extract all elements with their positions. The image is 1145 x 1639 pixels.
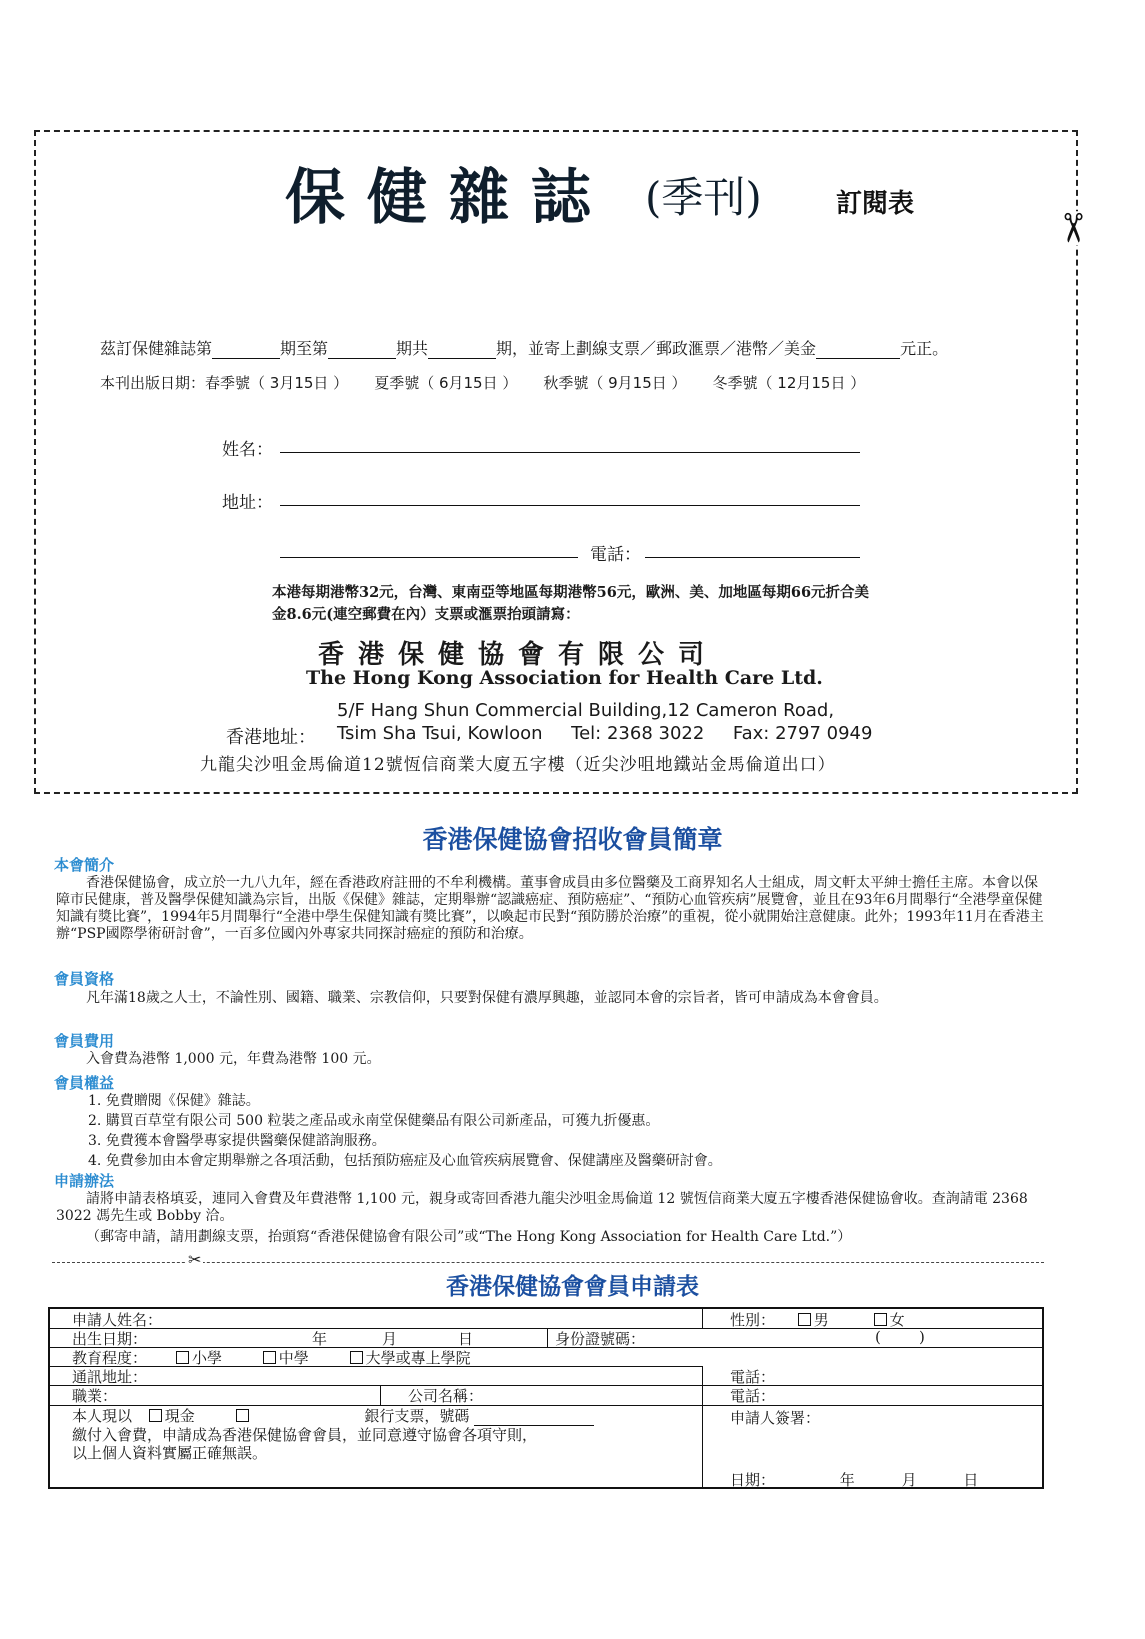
date-day: 日	[963, 1471, 979, 1489]
address-en-line1: 5/F Hang Shun Commercial Building,12 Cameron Road,	[337, 700, 835, 721]
row-divider	[50, 1385, 1042, 1386]
fee-heading: 會員費用	[54, 1032, 115, 1050]
order-text-3: 期共	[396, 339, 429, 358]
dob-day: 日	[458, 1330, 474, 1348]
dates-label: 本刊出版日期：	[100, 374, 206, 392]
cash-label: 現金	[164, 1407, 195, 1425]
name-label: 姓名：	[222, 440, 273, 460]
dob-month: 月	[382, 1330, 398, 1348]
autumn-date: 秋季號（ 9月15日 ）	[543, 374, 687, 392]
qualify-text: 凡年滿18歲之人士，不論性別、國籍、職業、宗教信仰，只要對保健有濃厚興趣，並認同本會的宗旨者，皆可申請成為本會會員。	[86, 990, 888, 1006]
order-text-5: 元正。	[900, 339, 949, 358]
male-checkbox[interactable]	[798, 1313, 811, 1326]
list-item: 2. 購買百草堂有限公司 500 粒裝之產品或永南堂保健藥品有限公司新產品，可獲九折優惠。	[88, 1113, 660, 1129]
dob-label: 出生日期：	[72, 1330, 148, 1348]
summer-date: 夏季號（ 6月15日 ）	[374, 374, 518, 392]
winter-date: 冬季號（ 12月15日 ）	[712, 374, 866, 392]
payment-line	[72, 1405, 594, 1426]
list-item: 1. 免費贈閱《保健》雜誌。	[88, 1093, 260, 1109]
education-options	[170, 1347, 471, 1368]
end-issue-field[interactable]	[328, 342, 396, 359]
intro-text: 香港保健協會，成立於一九八九年，經在香港政府註冊的不牟利機構。董事會成員由多位醫藥及工商界知名人士組成，周文軒太平紳士擔任主席。本會以保障市民健康，普及醫學保健知識為宗旨，出版《保健》雜誌，定期舉辦“認識癌症、預防癌症”、“預防心血管疾病”展覽會，並且在93年6月間舉行“全港學童保健知識有獎比賽”，1994年5月間舉行“全港中學生保健知識有獎比賽”，以喚起市民對“預防勝於治療”的重視，從小就開始注意健康。此外；1993年11月在香港主辦“PSP國際學術研討會”，一百多位國內外專家共同探討癌症的預防和治療。	[56, 875, 1044, 942]
gender-label: 性別：	[730, 1311, 776, 1329]
male-label: 男	[813, 1311, 829, 1329]
date-year: 年	[839, 1471, 855, 1489]
declaration-line-1: 繳付入會費，申請成為香港保健協會會員，並同意遵守協會各項守則，	[72, 1426, 538, 1444]
female-label: 女	[889, 1311, 905, 1329]
spring-date: 春季號（ 3月15日 ）	[205, 374, 349, 392]
address-label: 地址：	[222, 493, 273, 513]
sign-date	[730, 1469, 978, 1490]
list-item: 3. 免費獲本會醫學專家提供醫藥保健諮詢服務。	[88, 1133, 386, 1149]
publication-dates	[100, 372, 891, 393]
applicant-name-field[interactable]	[72, 1309, 692, 1328]
secondary-label: 中學	[278, 1349, 309, 1367]
company-label: 公司名稱：	[408, 1387, 484, 1405]
primary-label: 小學	[192, 1349, 223, 1367]
address-zh: 九龍尖沙咀金馬倫道12號恆信商業大廈五字樓（近尖沙咀地鐵站金馬倫道出口）	[200, 755, 836, 775]
declaration-line-2: 以上個人資料實屬正確無誤。	[72, 1444, 268, 1462]
tel-field[interactable]	[645, 557, 860, 558]
date-month: 月	[901, 1471, 917, 1489]
primary-checkbox[interactable]	[176, 1351, 189, 1364]
tel-label-2: 電話：	[730, 1387, 776, 1405]
qualify-heading: 會員資格	[54, 970, 115, 988]
col-divider	[380, 1385, 381, 1405]
list-item: 4. 免費參加由本會定期舉辦之各項活動，包括預防癌症及心血管疾病展覽會、保健講座及醫藥研討會。	[88, 1153, 722, 1169]
subscription-form-label: 訂閱表	[836, 189, 915, 219]
cheque-label: 銀行支票，號碼	[364, 1407, 470, 1425]
pay-now-label: 本人現以	[72, 1407, 133, 1425]
col-divider	[702, 1309, 703, 1328]
cheque-checkbox[interactable]	[236, 1409, 249, 1422]
company-name-zh: 香港保健協會有限公司	[318, 640, 719, 670]
id-check-digit: ( )	[875, 1328, 925, 1346]
order-text-1: 茲訂保健雜誌第	[100, 339, 213, 358]
scissors-icon: ✂	[1048, 211, 1095, 245]
order-line	[100, 336, 948, 359]
secondary-checkbox[interactable]	[263, 1351, 276, 1364]
rights-list	[56, 1093, 1046, 1173]
company-name-en: The Hong Kong Association for Health Care Ltd.	[306, 667, 823, 689]
education-label: 教育程度：	[72, 1349, 148, 1367]
brochure-title: 香港保健協會招收會員簡章	[422, 825, 723, 854]
female-checkbox[interactable]	[874, 1313, 887, 1326]
hk-address-label: 香港地址：	[226, 727, 316, 748]
signature-field[interactable]	[730, 1425, 1030, 1465]
date-label: 日期：	[730, 1471, 776, 1489]
amount-field[interactable]	[816, 342, 900, 359]
issue-count-field[interactable]	[428, 342, 496, 359]
col-divider	[547, 1328, 548, 1347]
order-text-2: 期至第	[280, 339, 329, 358]
id-label: 身份證號碼：	[555, 1330, 646, 1348]
address-en-line2: Tsim Sha Tsui, Kowloon Tel: 2368 3022 Fax: 2797 0949	[337, 723, 873, 744]
price-text: 本港每期港幣32元，台灣、東南亞等地區每期港幣56元，歐洲、美、加地區每期66元折合美金8.6元(連空郵費在內）支票或滙票抬頭請寫：	[272, 584, 870, 623]
gender-group	[730, 1309, 905, 1330]
quarterly-label: (季刊)	[645, 173, 762, 222]
cut-scissors-icon: ✂	[188, 1250, 202, 1269]
col-divider	[702, 1366, 703, 1489]
address-field-2[interactable]	[280, 557, 578, 558]
signature-label: 申請人簽署：	[730, 1409, 821, 1427]
rights-heading: 會員權益	[54, 1074, 115, 1092]
fee-text: 入會費為港幣 1,000 元，年費為港幣 100 元。	[86, 1051, 381, 1067]
occupation-label: 職業：	[72, 1387, 118, 1405]
application-form	[48, 1307, 1044, 1489]
tertiary-label: 大學或專上學院	[365, 1349, 471, 1367]
applicant-name-label: 申請人姓名：	[72, 1311, 163, 1329]
magazine-title: 保健雜誌	[285, 163, 613, 233]
application-title: 香港保健協會會員申請表	[446, 1274, 699, 1300]
name-field[interactable]	[280, 452, 860, 453]
apply-text: 請將申請表格填妥，連同入會費及年費港幣 1,100 元，親身或寄回香港九龍尖沙咀金馬倫道 12 號恆信商業大廈五字樓香港保健協會收。查詢請電 2368 3022 馮先生或 Bobby 洽。	[56, 1191, 1028, 1224]
tel-label-1: 電話：	[730, 1368, 776, 1386]
intro-heading: 本會簡介	[54, 856, 115, 874]
order-text-4: 期，並寄上劃線支票／郵政滙票／港幣／美金	[496, 339, 817, 358]
address-field[interactable]	[280, 505, 860, 506]
apply-note: （郵寄申請，請用劃線支票，抬頭寫“香港保健協會有限公司”或“The Hong Kong Association for Health Care Ltd.”）	[86, 1229, 852, 1245]
apply-heading: 申請辦法	[54, 1172, 115, 1190]
dob-year: 年	[312, 1330, 328, 1348]
mail-address-label: 通訊地址：	[72, 1368, 148, 1386]
tel-label: 電話：	[590, 545, 641, 565]
start-issue-field[interactable]	[212, 342, 280, 359]
cash-checkbox[interactable]	[149, 1409, 162, 1422]
tertiary-checkbox[interactable]	[350, 1351, 363, 1364]
